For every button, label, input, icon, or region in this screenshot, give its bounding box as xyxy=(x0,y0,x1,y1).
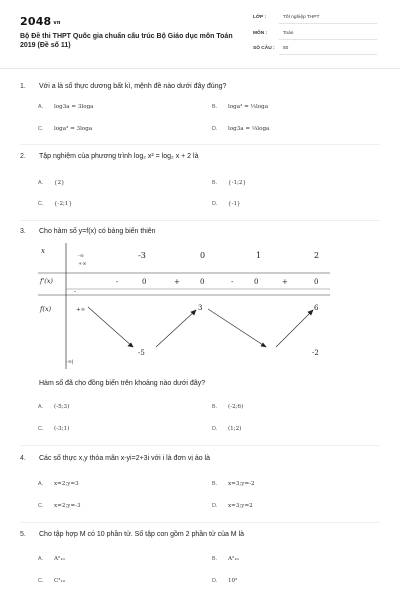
option-a[interactable]: A. (-5;3) xyxy=(38,404,70,410)
x-value: 0 xyxy=(200,251,206,260)
site-logo[interactable]: 2048 vn xyxy=(20,15,61,28)
variation-table xyxy=(38,243,330,369)
question-text: Với a là số thực dương bất kì, mệnh đề nào dưới đây đúng? xyxy=(39,83,227,90)
f-plus-inf: +∞ xyxy=(76,307,86,313)
x-label: x xyxy=(41,247,45,255)
fprime-sign: + xyxy=(174,278,180,286)
question-text: Các số thực x,y thỏa mãn x-yi=2+3i với i là đơn vị ảo là xyxy=(39,455,211,462)
option-c[interactable]: C. loga³ = 3loga xyxy=(38,126,93,132)
f-value: 6 xyxy=(314,304,319,312)
option-d[interactable]: D. {-1} xyxy=(212,201,241,207)
question-text: Cho tập hợp M có 10 phần tử. Số tập con gồm 2 phần tử của M là xyxy=(39,531,245,538)
fprime-sign: - xyxy=(116,278,119,286)
option-a[interactable]: A. A²₁₀ xyxy=(38,556,65,562)
f-value: 3 xyxy=(198,304,203,312)
f-value: -2 xyxy=(312,349,319,357)
option-d[interactable]: D. log3a = ⅓loga xyxy=(212,126,270,132)
question-number: 4. xyxy=(20,455,26,462)
fprime-dash: - xyxy=(74,288,77,295)
option-b[interactable]: B. loga³ = ⅓loga xyxy=(212,104,269,110)
fprime-zero: 0 xyxy=(254,278,259,286)
exam-title: Bộ Đề thi THPT Quốc gia chuẩn cấu trúc Bộ Giáo dục môn Toán 2019 (Đề số 11) xyxy=(20,33,233,49)
header-divider xyxy=(0,68,400,69)
fprime-zero: 0 xyxy=(200,278,205,286)
f-label: f(x) xyxy=(40,305,52,313)
x-value: -3 xyxy=(138,251,146,260)
f-minus-inf: -∞| xyxy=(66,359,74,365)
x-minus-inf: -∞ xyxy=(78,253,84,259)
question-text: Cho hàm số y=f(x) có bảng biến thiên xyxy=(39,228,156,235)
question-divider xyxy=(20,522,380,523)
option-d[interactable]: D. x=3;y=2 xyxy=(212,503,253,509)
question-number: 3. xyxy=(20,228,26,235)
option-d[interactable]: D. (1;2) xyxy=(212,426,242,432)
option-c[interactable]: C. x=2;y=-3 xyxy=(38,503,81,509)
question-divider xyxy=(20,144,380,145)
option-b[interactable]: B. {-1;2} xyxy=(212,180,247,186)
x-value: 2 xyxy=(314,251,320,260)
arrow-increase xyxy=(156,310,196,347)
arrow-decrease xyxy=(208,309,266,347)
option-a[interactable]: A. {2} xyxy=(38,180,65,186)
option-d[interactable]: D. 10² xyxy=(212,578,238,584)
arrow-decrease xyxy=(88,307,133,347)
fprime-zero: 0 xyxy=(142,278,147,286)
option-b[interactable]: B. (-2;6) xyxy=(212,404,244,410)
option-b[interactable]: B. x=3;y=-2 xyxy=(212,481,255,487)
option-b[interactable]: B. A²₁₀ xyxy=(212,556,239,562)
option-a[interactable]: A. x=2;y=3 xyxy=(38,481,79,487)
option-a[interactable]: A. log3a = 3loga xyxy=(38,104,94,110)
question-text: Tập nghiệm của phương trình log₂ x² = log₂ x + 2 là xyxy=(39,153,199,160)
fprime-zero: 0 xyxy=(314,278,319,286)
f-value: -5 xyxy=(138,349,145,357)
arrow-head xyxy=(261,343,266,347)
x-plus-inf: +∞ xyxy=(78,261,87,267)
fprime-sign: + xyxy=(282,278,288,286)
exam-header: 2048 vn Bộ Đề thi THPT Quốc gia chuẩn cấu trúc Bộ Giáo dục môn Toán 2019 (Đề số 11) LỚP : Tốt nghiệp THPT MÔN : Toán SỐ CÂU : 50 xyxy=(0,0,400,68)
question-divider xyxy=(20,445,380,446)
x-value: 1 xyxy=(256,251,262,260)
arrow-increase xyxy=(276,310,313,347)
fprime-label: f'(x) xyxy=(40,277,53,285)
question-number: 1. xyxy=(20,83,26,90)
option-c[interactable]: C. C²₁₀ xyxy=(38,578,66,584)
question-number: 5. xyxy=(20,531,26,538)
question-number: 2. xyxy=(20,153,26,160)
option-c[interactable]: C. (-3;1) xyxy=(38,426,70,432)
fprime-sign: - xyxy=(231,278,234,286)
question-text: Hàm số đã cho đồng biến trên khoảng nào dưới đây? xyxy=(39,380,206,387)
option-c[interactable]: C. {-2;1} xyxy=(38,201,73,207)
question-divider xyxy=(20,220,380,221)
